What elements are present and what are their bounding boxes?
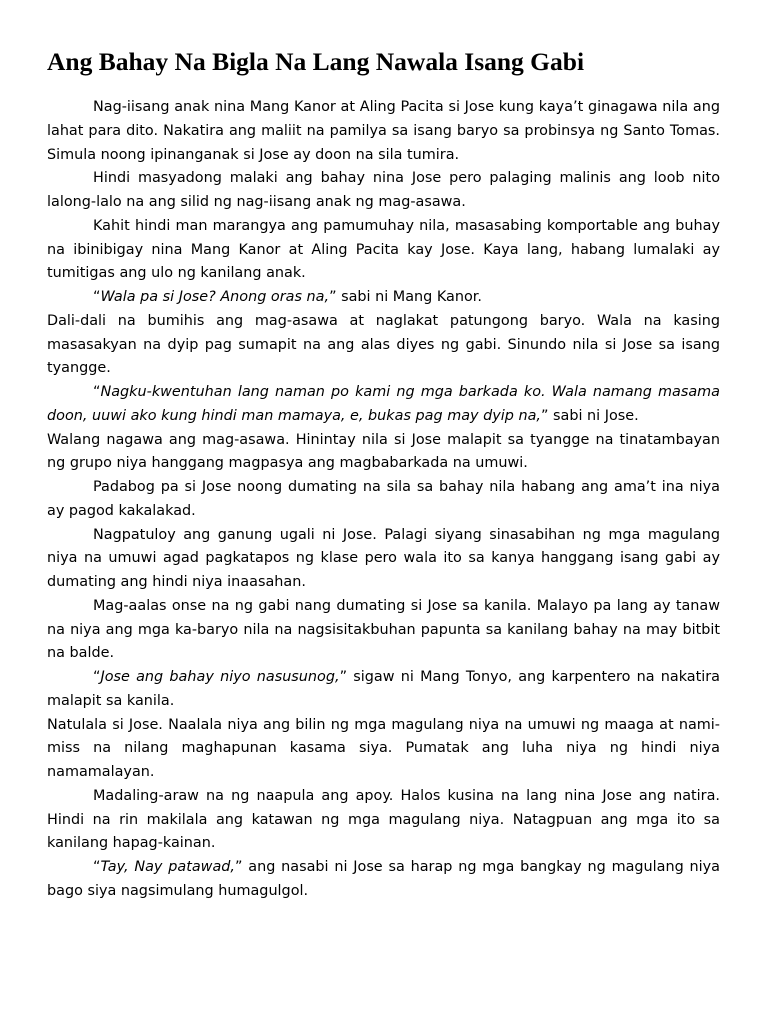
paragraph-text: Kahit hindi man marangya ang pamumuhay nila, masasabing komportable ang buhay na ibinibigay nina Mang Kanor at Aling Pacita kay Jose. Kaya lang, habang lumalaki ay tumitigas ang ulo ng kanilang anak. (47, 217, 720, 282)
paragraph-text: Walang nagawa ang mag-asawa. Hinintay nila si Jose malapit sa tyangge na tinatambayan ng grupo niya hanggang magpasya ang magbabarkada na umuwi. (47, 431, 720, 472)
paragraph-text: Natulala si Jose. Naalala niya ang bilin ng mga magulang niya na umuwi ng maaga at nami-miss na nilang maghapunan kasama siya. Pumatak ang luha niya ng hindi niya namamalayan. (47, 716, 720, 780)
story-paragraph (47, 666, 720, 714)
story-paragraph (47, 524, 720, 595)
dialogue-text: Jose ang bahay niyo nasusunog, (100, 669, 340, 685)
story-paragraph (47, 96, 720, 167)
story-paragraph (47, 286, 720, 310)
dialogue-text: Wala pa si Jose? Anong oras na, (100, 289, 330, 305)
document-page (47, 44, 720, 904)
story-paragraph (47, 785, 720, 856)
story-paragraph (47, 215, 720, 286)
story-paragraph (47, 429, 720, 477)
story-paragraph (47, 167, 720, 215)
paragraph-text: Nagpatuloy ang ganung ugali ni Jose. Palagi siyang sinasabihan ng mga magulang niya na umuwi agad pagkatapos ng klase pero wala ito sa kanya hanggang isang gabi ay dumating ang hindi niya inaasahan. (47, 526, 720, 590)
story-paragraph (47, 381, 720, 429)
story-body (47, 96, 720, 904)
paragraph-text: ” sabi ni Jose. (541, 407, 639, 424)
paragraph-text: ” sabi ni Mang Kanor. (329, 289, 482, 305)
story-paragraph (47, 310, 720, 381)
paragraph-text: Hindi masyadong malaki ang bahay nina Jose pero palaging malinis ang loob nito lalong-lalo na ang silid ng nag-iisang anak ng mag-asawa. (47, 170, 720, 210)
paragraph-text: Dali-dali na bumihis ang mag-asawa at naglakat patungong baryo. Wala na kasing masasakyan na dyip pag sumapit na ang alas diyes ng gabi. Sinundo nila si Jose sa isang tyangge. (47, 312, 720, 377)
dialogue-text: Nagku-kwentuhan lang naman po kami ng mga barkada ko. Wala namang masama doon, uuwi ako kung hindi man mamaya, e, bukas pag may dyip na, (47, 384, 720, 424)
dialogue-text: Tay, Nay patawad, (100, 859, 235, 875)
story-paragraph (47, 714, 720, 785)
paragraph-text: Padabog pa si Jose noong dumating na sila sa bahay nila habang ang ama’t ina niya ay pagod kakalakad. (47, 479, 720, 519)
paragraph-text: Mag-aalas onse na ng gabi nang dumating si Jose sa kanila. Malayo pa lang ay tanaw na niya ang mga ka-baryo nila na nagsisitakbuhan papunta sa kanilang bahay na may bitbit na balde. (47, 597, 720, 662)
document-title: Ang Bahay Na Bigla Na Lang Nawala Isang Gabi (47, 47, 585, 76)
paragraph-text: Nag-iisang anak nina Mang Kanor at Aling Pacita si Jose kung kaya’t ginagawa nila ang lahat para dito. Nakatira ang maliit na pamilya sa isang baryo sa probinsya ng Santo Tomas. Simula noong ipinanganak si Jose ay doon na sila tumira. (47, 99, 720, 163)
paragraph-text: ” ang nasabi ni Jose sa harap ng mga bangkay ng magulang niya bago siya nagsimulang humagulgol. (47, 859, 720, 899)
paragraph-text: “ (93, 669, 101, 685)
story-paragraph (47, 476, 720, 524)
paragraph-text: “ (93, 384, 101, 400)
paragraph-text: “ (93, 859, 101, 875)
story-paragraph (47, 856, 720, 904)
paragraph-text: Madaling-araw na ng naapula ang apoy. Halos kusina na lang nina Jose ang natira. Hindi na rin makilala ang katawan ng mga magulang niya. Natagpuan ang mga ito sa kanilang hapag-kainan. (47, 787, 720, 852)
story-paragraph (47, 595, 720, 666)
paragraph-text: “ (93, 289, 101, 305)
paragraph-text: ” sigaw ni Mang Tonyo, ang karpentero na nakatira malapit sa kanila. (47, 669, 721, 709)
